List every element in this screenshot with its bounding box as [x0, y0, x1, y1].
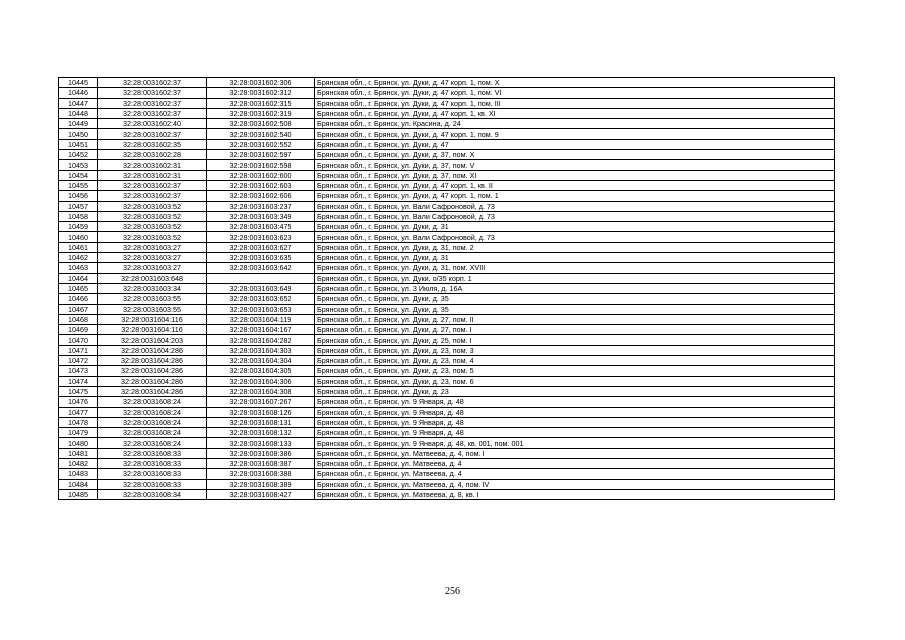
- table-row: [59, 469, 835, 479]
- object-number-cell: 32:28:0031608:387: [207, 458, 315, 468]
- row-number-cell: 10481: [59, 448, 98, 458]
- table-row: [59, 242, 835, 252]
- table-row: [59, 263, 835, 273]
- row-number-cell: 10445: [59, 78, 98, 88]
- row-number-cell: 10455: [59, 180, 98, 190]
- object-number-cell: 32:28:0031608:132: [207, 428, 315, 438]
- object-number-cell: 32:28:0031602:312: [207, 88, 315, 98]
- row-number-cell: 10484: [59, 479, 98, 489]
- address-cell: Брянская обл., г. Брянск, ул. Дуки, д. 47 корп. 1, пом. 9: [315, 129, 835, 139]
- cadastral-table: [58, 77, 835, 500]
- object-number-cell: 32:28:0031604:119: [207, 314, 315, 324]
- address-cell: Брянская обл., г. Брянск, ул. Дуки, д. 37, пом. Х: [315, 150, 835, 160]
- table-row: [59, 211, 835, 221]
- table-row: [59, 98, 835, 108]
- parcel-number-cell: 32:28:0031603:55: [98, 294, 207, 304]
- table-row: [59, 160, 835, 170]
- address-cell: Брянская обл., г. Брянск, ул. Дуки, д. 47 корп. 1, кв. XI: [315, 108, 835, 118]
- table-row: [59, 448, 835, 458]
- parcel-number-cell: 32:28:0031603:27: [98, 263, 207, 273]
- row-number-cell: 10460: [59, 232, 98, 242]
- object-number-cell: 32:28:0031603:237: [207, 201, 315, 211]
- table-row: [59, 304, 835, 314]
- object-number-cell: 32:28:0031603:653: [207, 304, 315, 314]
- table-row: [59, 88, 835, 98]
- row-number-cell: 10463: [59, 263, 98, 273]
- row-number-cell: 10459: [59, 222, 98, 232]
- table-row: [59, 314, 835, 324]
- address-cell: Брянская обл., г. Брянск, ул. 9 Января, д. 48: [315, 397, 835, 407]
- object-number-cell: 32:28:0031608:427: [207, 489, 315, 499]
- row-number-cell: 10485: [59, 489, 98, 499]
- parcel-number-cell: 32:28:0031604:286: [98, 345, 207, 355]
- address-cell: Брянская обл., г. Брянск, ул. Матвеева, д. 4, пом. IV: [315, 479, 835, 489]
- row-number-cell: 10452: [59, 150, 98, 160]
- row-number-cell: 10467: [59, 304, 98, 314]
- parcel-number-cell: 32:28:0031603:52: [98, 232, 207, 242]
- table-row: [59, 417, 835, 427]
- address-cell: Брянская обл., г. Брянск, ул. 3 Июля, д. 16А: [315, 283, 835, 293]
- parcel-number-cell: 32:28:0031602:37: [98, 88, 207, 98]
- row-number-cell: 10468: [59, 314, 98, 324]
- parcel-number-cell: 32:28:0031602:37: [98, 191, 207, 201]
- table-row: [59, 335, 835, 345]
- table-row: [59, 232, 835, 242]
- row-number-cell: 10458: [59, 211, 98, 221]
- parcel-number-cell: 32:28:0031603:52: [98, 201, 207, 211]
- object-number-cell: 32:28:0031602:598: [207, 160, 315, 170]
- parcel-number-cell: 32:28:0031603:34: [98, 283, 207, 293]
- row-number-cell: 10475: [59, 386, 98, 396]
- address-cell: Брянская обл., г. Брянск, ул. Дуки, д. 25, пом. I: [315, 335, 835, 345]
- object-number-cell: 32:28:0031603:349: [207, 211, 315, 221]
- object-number-cell: 32:28:0031602:606: [207, 191, 315, 201]
- parcel-number-cell: 32:28:0031602:31: [98, 160, 207, 170]
- row-number-cell: 10471: [59, 345, 98, 355]
- object-number-cell: 32:28:0031608:389: [207, 479, 315, 489]
- object-number-cell: 32:28:0031604:303: [207, 345, 315, 355]
- address-cell: Брянская обл., г. Брянск, ул. Дуки, д. 37, пом. XI: [315, 170, 835, 180]
- address-cell: Брянская обл., г. Брянск, ул. Дуки, д. 23, пом. 6: [315, 376, 835, 386]
- row-number-cell: 10462: [59, 253, 98, 263]
- parcel-number-cell: 32:28:0031603:648: [98, 273, 207, 283]
- table-row: [59, 489, 835, 499]
- address-cell: Брянская обл., г. Брянск, ул. Дуки, д. 31, пом. 2: [315, 242, 835, 252]
- address-cell: Брянская обл., г. Брянск, ул. 9 Января, д. 48, кв. 001, пом. 001: [315, 438, 835, 448]
- address-cell: Брянская обл., г. Брянск, ул. Дуки, д. 27, пом. I: [315, 325, 835, 335]
- row-number-cell: 10449: [59, 119, 98, 129]
- object-number-cell: 32:28:0031608:131: [207, 417, 315, 427]
- table-row: [59, 129, 835, 139]
- parcel-number-cell: 32:28:0031604:286: [98, 386, 207, 396]
- address-cell: Брянская обл., г. Брянск, ул. Дуки, д. 37, пом. V: [315, 160, 835, 170]
- object-number-cell: 32:28:0031603:642: [207, 263, 315, 273]
- object-number-cell: [207, 273, 315, 283]
- address-cell: Брянская обл., г. Брянск, ул. Вали Сафроновой, д. 73: [315, 232, 835, 242]
- parcel-number-cell: 32:28:0031608:24: [98, 438, 207, 448]
- address-cell: Брянская обл., г. Брянск, ул. Дуки, д. 47: [315, 139, 835, 149]
- parcel-number-cell: 32:28:0031603:52: [98, 222, 207, 232]
- object-number-cell: 32:28:0031602:597: [207, 150, 315, 160]
- address-cell: Брянская обл., г. Брянск, ул. Дуки, д. 23, пом. 4: [315, 356, 835, 366]
- table-row: [59, 386, 835, 396]
- parcel-number-cell: 32:28:0031608:24: [98, 397, 207, 407]
- row-number-cell: 10474: [59, 376, 98, 386]
- object-number-cell: 32:28:0031602:600: [207, 170, 315, 180]
- object-number-cell: 32:28:0031602:540: [207, 129, 315, 139]
- address-cell: Брянская обл., г. Брянск, ул. Дуки, д. 27, пом. II: [315, 314, 835, 324]
- object-number-cell: 32:28:0031602:508: [207, 119, 315, 129]
- object-number-cell: 32:28:0031603:635: [207, 253, 315, 263]
- parcel-number-cell: 32:28:0031608:24: [98, 407, 207, 417]
- object-number-cell: 32:28:0031604:282: [207, 335, 315, 345]
- address-cell: Брянская обл., г. Брянск, ул. Дуки, д. 31: [315, 253, 835, 263]
- table-row: [59, 294, 835, 304]
- row-number-cell: 10465: [59, 283, 98, 293]
- row-number-cell: 10469: [59, 325, 98, 335]
- object-number-cell: 32:28:0031603:627: [207, 242, 315, 252]
- table-row: [59, 397, 835, 407]
- table-row: [59, 325, 835, 335]
- row-number-cell: 10476: [59, 397, 98, 407]
- parcel-number-cell: 32:28:0031608:24: [98, 417, 207, 427]
- parcel-number-cell: 32:28:0031604:116: [98, 325, 207, 335]
- row-number-cell: 10461: [59, 242, 98, 252]
- table-row: [59, 119, 835, 129]
- object-number-cell: 32:28:0031602:306: [207, 78, 315, 88]
- address-cell: Брянская обл., г. Брянск, ул. Матвеева, д. 8, кв. I: [315, 489, 835, 499]
- address-cell: Брянская обл., г. Брянск, ул. 9 Января, д. 48: [315, 417, 835, 427]
- object-number-cell: 32:28:0031603:623: [207, 232, 315, 242]
- table-row: [59, 283, 835, 293]
- table-row: [59, 139, 835, 149]
- row-number-cell: 10456: [59, 191, 98, 201]
- parcel-number-cell: 32:28:0031608:34: [98, 489, 207, 499]
- object-number-cell: 32:28:0031604:304: [207, 356, 315, 366]
- address-cell: Брянская обл., г. Брянск, ул. Дуки, д. 31, пом. XVIII: [315, 263, 835, 273]
- table-row: [59, 273, 835, 283]
- table-row: [59, 438, 835, 448]
- address-cell: Брянская обл., г. Брянск, ул. Дуки, д. 47 корп. 1, пом. VI: [315, 88, 835, 98]
- parcel-number-cell: 32:28:0031604:286: [98, 376, 207, 386]
- row-number-cell: 10454: [59, 170, 98, 180]
- parcel-number-cell: 32:28:0031602:37: [98, 180, 207, 190]
- parcel-number-cell: 32:28:0031604:116: [98, 314, 207, 324]
- table-row: [59, 150, 835, 160]
- address-cell: Брянская обл., г. Брянск, ул. Матвеева, д. 4: [315, 458, 835, 468]
- address-cell: Брянская обл., г. Брянск, ул. Дуки, д. 35: [315, 304, 835, 314]
- object-number-cell: 32:28:0031603:475: [207, 222, 315, 232]
- table-row: [59, 180, 835, 190]
- table-row: [59, 222, 835, 232]
- object-number-cell: 32:28:0031604:308: [207, 386, 315, 396]
- object-number-cell: 32:28:0031608:386: [207, 448, 315, 458]
- address-cell: Брянская обл., г. Брянск, ул. Дуки, д. 47 корп. 1, пом. III: [315, 98, 835, 108]
- table-row: [59, 345, 835, 355]
- address-cell: Брянская обл., г. Брянск, ул. Вали Сафроновой, д. 73: [315, 201, 835, 211]
- address-cell: Брянская обл., г. Брянск, ул. Дуки, о/35 корп. 1: [315, 273, 835, 283]
- object-number-cell: 32:28:0031604:167: [207, 325, 315, 335]
- object-number-cell: 32:28:0031602:319: [207, 108, 315, 118]
- parcel-number-cell: 32:28:0031603:27: [98, 242, 207, 252]
- table-row: [59, 78, 835, 88]
- row-number-cell: 10446: [59, 88, 98, 98]
- address-cell: Брянская обл., г. Брянск, ул. Дуки, д. 35: [315, 294, 835, 304]
- object-number-cell: 32:28:0031602:603: [207, 180, 315, 190]
- parcel-number-cell: 32:28:0031602:37: [98, 129, 207, 139]
- row-number-cell: 10451: [59, 139, 98, 149]
- parcel-number-cell: 32:28:0031608:33: [98, 479, 207, 489]
- table-row: [59, 458, 835, 468]
- page-number: 256: [445, 586, 460, 597]
- table-row: [59, 407, 835, 417]
- address-cell: Брянская обл., г. Брянск, ул. Дуки, д. 31: [315, 222, 835, 232]
- parcel-number-cell: 32:28:0031602:37: [98, 98, 207, 108]
- row-number-cell: 10480: [59, 438, 98, 448]
- object-number-cell: 32:28:0031604:306: [207, 376, 315, 386]
- address-cell: Брянская обл., г. Брянск, ул. Матвеева, д. 4: [315, 469, 835, 479]
- object-number-cell: 32:28:0031602:315: [207, 98, 315, 108]
- parcel-number-cell: 32:28:0031608:24: [98, 428, 207, 438]
- parcel-number-cell: 32:28:0031603:52: [98, 211, 207, 221]
- address-cell: Брянская обл., г. Брянск, ул. Вали Сафроновой, д. 73: [315, 211, 835, 221]
- table-row: [59, 253, 835, 263]
- table-row: [59, 108, 835, 118]
- parcel-number-cell: 32:28:0031602:37: [98, 78, 207, 88]
- row-number-cell: 10453: [59, 160, 98, 170]
- parcel-number-cell: 32:28:0031608:33: [98, 458, 207, 468]
- table-row: [59, 376, 835, 386]
- object-number-cell: 32:28:0031607:267: [207, 397, 315, 407]
- object-number-cell: 32:28:0031603:649: [207, 283, 315, 293]
- address-cell: Брянская обл., г. Брянск, ул. Дуки, д. 47 корп. 1, пом. Х: [315, 78, 835, 88]
- address-cell: Брянская обл., г. Брянск, ул. Дуки, д. 23, пом. 3: [315, 345, 835, 355]
- parcel-number-cell: 32:28:0031603:55: [98, 304, 207, 314]
- object-number-cell: 32:28:0031602:552: [207, 139, 315, 149]
- row-number-cell: 10450: [59, 129, 98, 139]
- parcel-number-cell: 32:28:0031602:35: [98, 139, 207, 149]
- address-cell: Брянская обл., г. Брянск, ул. Дуки, д. 23, пом. 5: [315, 366, 835, 376]
- address-cell: Брянская обл., г. Брянск, ул. Матвеева, д. 4, пом. I: [315, 448, 835, 458]
- table-row: [59, 366, 835, 376]
- parcel-number-cell: 32:28:0031608:33: [98, 448, 207, 458]
- row-number-cell: 10477: [59, 407, 98, 417]
- object-number-cell: 32:28:0031604:305: [207, 366, 315, 376]
- table-row: [59, 479, 835, 489]
- parcel-number-cell: 32:28:0031602:31: [98, 170, 207, 180]
- table-row: [59, 356, 835, 366]
- object-number-cell: 32:28:0031608:133: [207, 438, 315, 448]
- row-number-cell: 10457: [59, 201, 98, 211]
- parcel-number-cell: 32:28:0031604:286: [98, 356, 207, 366]
- address-cell: Брянская обл., г. Брянск, ул. Дуки, д. 47 корп. 1, пом. 1: [315, 191, 835, 201]
- row-number-cell: 10464: [59, 273, 98, 283]
- row-number-cell: 10483: [59, 469, 98, 479]
- parcel-number-cell: 32:28:0031604:203: [98, 335, 207, 345]
- table-row: [59, 201, 835, 211]
- row-number-cell: 10448: [59, 108, 98, 118]
- parcel-number-cell: 32:28:0031604:286: [98, 366, 207, 376]
- row-number-cell: 10478: [59, 417, 98, 427]
- cadastral-table-body: [59, 78, 835, 500]
- address-cell: Брянская обл., г. Брянск, ул. 9 Января, д. 48: [315, 428, 835, 438]
- parcel-number-cell: 32:28:0031602:28: [98, 150, 207, 160]
- row-number-cell: 10479: [59, 428, 98, 438]
- table-row: [59, 191, 835, 201]
- parcel-number-cell: 32:28:0031608:33: [98, 469, 207, 479]
- address-cell: Брянская обл., г. Брянск, ул. Дуки, д. 23: [315, 386, 835, 396]
- row-number-cell: 10473: [59, 366, 98, 376]
- object-number-cell: 32:28:0031603:652: [207, 294, 315, 304]
- table-row: [59, 428, 835, 438]
- row-number-cell: 10470: [59, 335, 98, 345]
- parcel-number-cell: 32:28:0031603:27: [98, 253, 207, 263]
- table-row: [59, 170, 835, 180]
- object-number-cell: 32:28:0031608:126: [207, 407, 315, 417]
- address-cell: Брянская обл., г. Брянск, ул. Дуки, д. 47 корп. 1, кв. II: [315, 180, 835, 190]
- parcel-number-cell: 32:28:0031602:40: [98, 119, 207, 129]
- object-number-cell: 32:28:0031608:388: [207, 469, 315, 479]
- parcel-number-cell: 32:28:0031602:37: [98, 108, 207, 118]
- row-number-cell: 10472: [59, 356, 98, 366]
- row-number-cell: 10482: [59, 458, 98, 468]
- address-cell: Брянская обл., г. Брянск, ул. Красина, д. 24: [315, 119, 835, 129]
- row-number-cell: 10447: [59, 98, 98, 108]
- address-cell: Брянская обл., г. Брянск, ул. 9 Января, д. 48: [315, 407, 835, 417]
- row-number-cell: 10466: [59, 294, 98, 304]
